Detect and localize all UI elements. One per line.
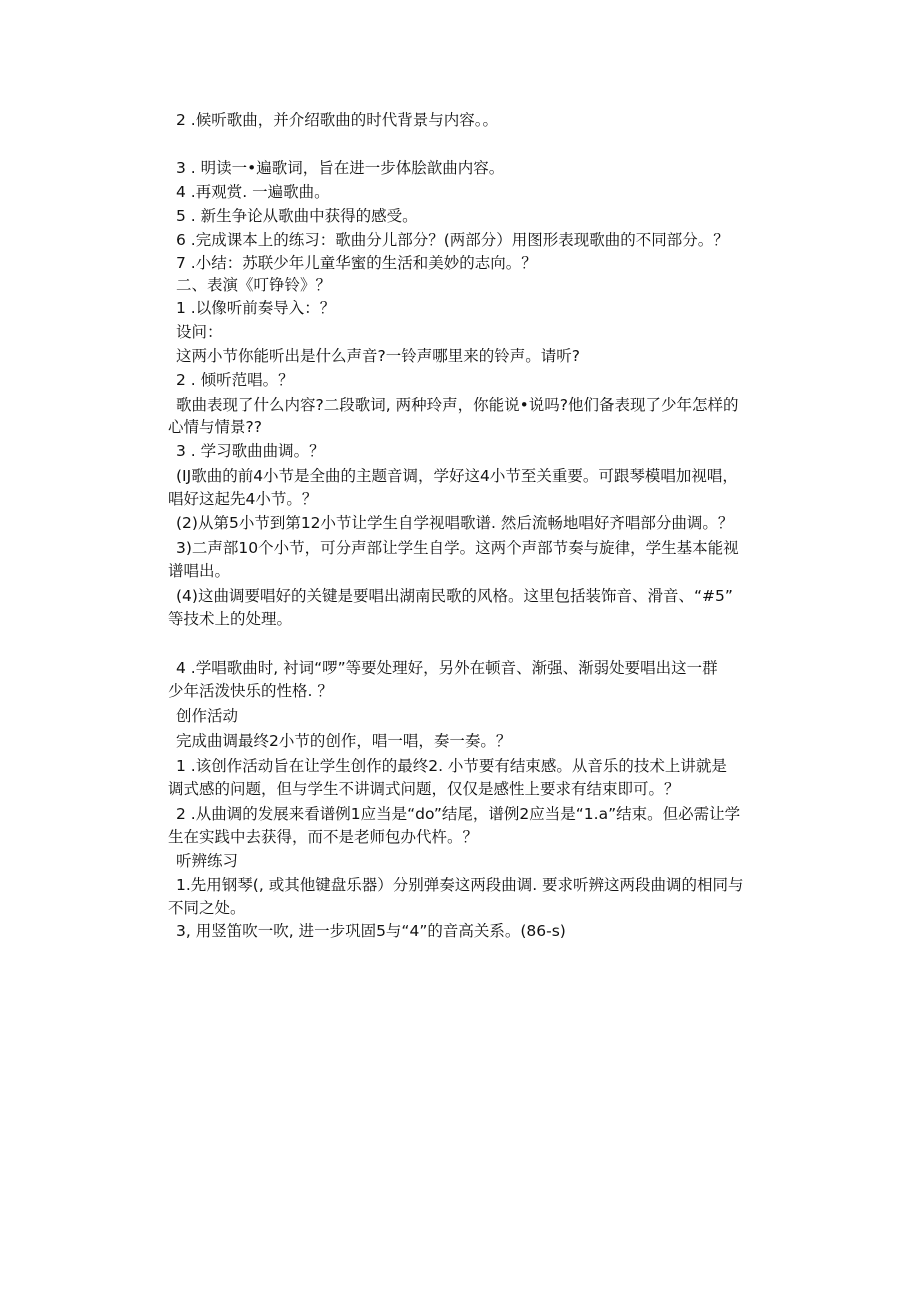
text-line: 3)二声部10个小节，可分声部让学生自学。这两个声部节奏与旋律，学生基本能视 (176, 539, 739, 557)
text-line: (2)从第5小节到第12小节让学生自学视唱歌谱. 然后流畅地唱好齐唱部分曲调。？ (176, 514, 734, 532)
text-line: 6 .完成课本上的练习：歌曲分儿部分？(两部分）用图形表现歌曲的不同部分。？ (176, 231, 729, 249)
text-line: 7 .小结：苏联少年儿童华蜜的生活和美妙的志向。？ (176, 254, 537, 272)
section-heading: 听辨练习 (176, 852, 239, 870)
text-line: 生在实践中去获得，而不是老师包办代杵。？ (168, 828, 479, 846)
text-line: 2 .从曲调的发展来看谱例1应当是“do”结尾，谱例2应当是“1.a”结束。但必需让学 (176, 805, 741, 823)
text-line: 等技术上的处理。 (168, 610, 293, 628)
text-line: 4 .再观赏. 一遍歌曲。 (176, 183, 330, 201)
text-line: 2 . 倾听范唱。？ (176, 371, 294, 389)
text-line: 2 .候听歌曲，并介绍歌曲的时代背景与内容。。 (176, 111, 498, 129)
text-line: 少年活泼快乐的性格. ？ (168, 682, 333, 700)
text-line: 5 . 新生争论从歌曲中获得的感受。 (176, 207, 418, 225)
text-line: 4 .学唱歌曲时, 衬词“啰”等要处理好，另外在顿音、渐强、渐弱处要唱出这一群 (176, 659, 718, 677)
section-heading: 创作活动 (176, 707, 239, 725)
text-line: 谱唱出。 (168, 562, 231, 580)
text-line: 这两小节你能听出是什么声音?一铃声哪里来的铃声。请听? (176, 347, 580, 365)
text-line: 3 . 学习歌曲曲调。？ (176, 442, 325, 460)
text-line: 1 .该创作活动旨在让学生创作的最终2. 小节要有结束感。从音乐的技术上讲就是 (176, 757, 727, 775)
text-line: 不同之处。 (168, 899, 246, 917)
text-line: 3 . 明读一•遍歌词，旨在进一步体脍歆曲内容。 (176, 159, 505, 177)
text-line: 1 .以像听前奏导入：？ (176, 299, 336, 317)
text-line: 歌曲表现了什么内容?二段歌词, 两种玲声，你能说•说吗?他们备表现了少年怎样的 (176, 396, 739, 414)
text-line: 设问： (176, 323, 223, 341)
text-line: 唱好这起先4小节。？ (168, 490, 318, 508)
text-line: (4)这曲调要唱好的关键是要唱出湖南民歌的风格。这里包括装饰音、滑音、“#5” (176, 587, 733, 605)
section-heading: 二、表演《叮铮铃》？ (176, 276, 332, 294)
text-line: 心情与情景?? (168, 418, 262, 436)
text-line: 1.先用钢琴(, 或其他键盘乐器）分别弹奏这两段曲调. 要求听辨这两段曲调的相同与 (176, 876, 744, 894)
text-line: 完成曲调最终2小节的创作，唱一唱，奏一奏。？ (176, 732, 512, 750)
text-line: 调式感的问题，但与学生不讲调式问题，仅仅是感性上要求有结束即可。？ (168, 780, 680, 798)
text-line: (IJ歌曲的前4小节是全曲的主题音调，学好这4小节至关重要。可跟琴模唱加视唱， (176, 467, 738, 485)
text-line: 3, 用竖笛吹一吹, 进一步巩固5与“4”的音高关系。(86-s) (176, 922, 566, 940)
